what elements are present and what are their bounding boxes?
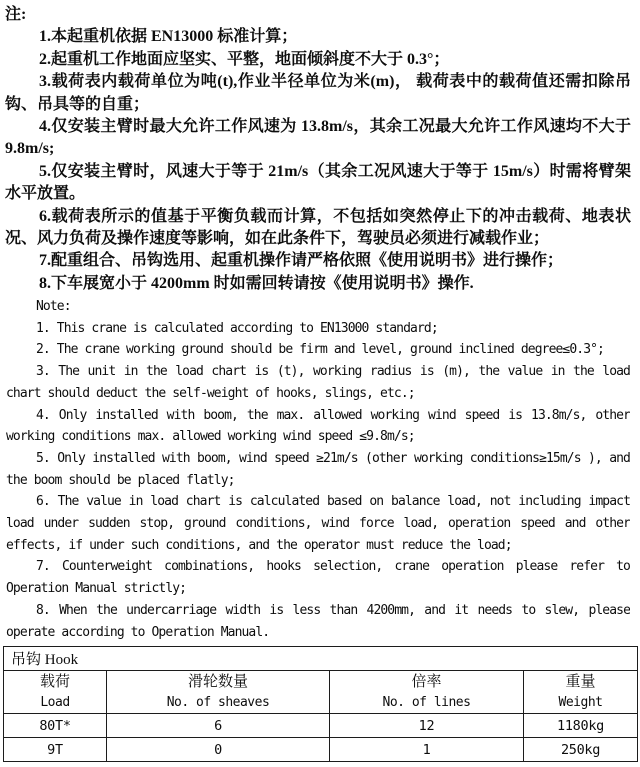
chinese-notes-label: 注: [5, 6, 27, 23]
col-header-weight-zh: 重量 [565, 673, 596, 690]
col-header-sheaves [107, 671, 330, 714]
chinese-note-1: 1.本起重机依据 EN13000 标准计算； [39, 28, 298, 46]
col-header-load-zh: 载荷 [39, 673, 70, 690]
col-header-weight [524, 671, 638, 714]
col-header-lines-en: No. of lines [382, 694, 471, 710]
col-header-load-en: Load [40, 694, 70, 710]
english-note-5: 5. Only installed with boom, wind speed ≥21m/s (other working conditions≥15m/s ), and the boom should be placed flatly; [6, 450, 630, 488]
cell-9t-lines: 1 [330, 738, 524, 762]
col-header-load [4, 671, 107, 714]
cell-80t-sheaves: 6 [107, 714, 330, 738]
english-note-2: 2. The crane working ground should be firm and level, ground inclined degree≤0.3°; [36, 342, 604, 358]
english-notes-label: Note: [36, 299, 71, 314]
hook-table-header-row [4, 671, 638, 714]
english-note-6: 6. The value in load chart is calculated based on balance load, not including impact load under sudden stop, ground conditions, wind force load, operation speed and other effects, if under such conditions, and the operator must reduce the load; [6, 494, 630, 553]
english-note-7: 7. Counterweight combinations, hooks selection, crane operation please refer to Operation Manual strictly; [6, 559, 630, 597]
chinese-notes-section [5, 4, 631, 296]
chinese-note-8: 8.下车展宽小于 4200mm 时如需回转请按《使用说明书》操作. [39, 274, 474, 292]
hook-table-title: 吊钩 Hook [4, 647, 638, 671]
cell-80t-lines: 12 [330, 714, 524, 738]
cell-80t-load: 80T* [4, 714, 107, 738]
english-note-8: 8. When the undercarriage width is less than 4200mm, and it needs to slew, please operate according to Operation Manual. [6, 602, 630, 640]
col-header-lines-zh: 倍率 [411, 673, 442, 690]
cell-80t-weight: 1180kg [524, 714, 638, 738]
chinese-note-7: 7.配重组合、吊钩选用、起重机操作请严格依照《使用说明书》进行操作； [39, 252, 564, 270]
chinese-note-3: 3.载荷表内载荷单位为吨(t),作业半径单位为米(m)， 载荷表中的载荷值还需扣除吊钩、吊具等的自重； [5, 73, 631, 113]
col-header-sheaves-en: No. of sheaves [166, 694, 270, 710]
cell-9t-weight: 250kg [524, 738, 638, 762]
hook-row-9t [4, 738, 638, 762]
hook-row-80t [4, 714, 638, 738]
english-note-1: 1. This crane is calculated according to EN13000 standard; [36, 320, 438, 336]
english-note-4: 4. Only installed with boom, the max. allowed working wind speed is 13.8m/s, other working conditions max. allowed working wind speed ≤9.8m/s; [6, 407, 630, 445]
hook-table [3, 646, 638, 762]
col-header-lines [330, 671, 524, 714]
hook-table-title-row [4, 647, 638, 671]
col-header-weight-en: Weight [558, 694, 603, 710]
cell-9t-load: 9T [4, 738, 107, 762]
col-header-sheaves-zh: 滑轮数量 [187, 673, 248, 690]
cell-9t-sheaves: 0 [107, 738, 330, 762]
english-notes-section [6, 296, 630, 645]
chinese-note-2: 2.起重机工作地面应坚实、平整，地面倾斜度不大于 0.3°； [39, 50, 450, 68]
english-note-3: 3. The unit in the load chart is (t), working radius is (m), the value in the load chart should deduct the self-weight of hooks, slings, etc.; [6, 364, 630, 401]
chinese-note-4: 4.仅安装主臂时最大允许工作风速为 13.8m/s，其余工况最大允许工作风速均不大于 9.8m/s; [5, 118, 631, 158]
chinese-note-5: 5.仅安装主臂时，风速大于等于 21m/s（其余工况风速大于等于 15m/s）时需将臂架水平放置。 [5, 162, 631, 203]
chinese-note-6: 6.载荷表所示的值基于平衡负载而计算，不包括如突然停止下的冲击载荷、地表状况、风力负荷及操作速度等影响，如在此条件下，驾驶员必须进行减载作业； [5, 207, 631, 248]
